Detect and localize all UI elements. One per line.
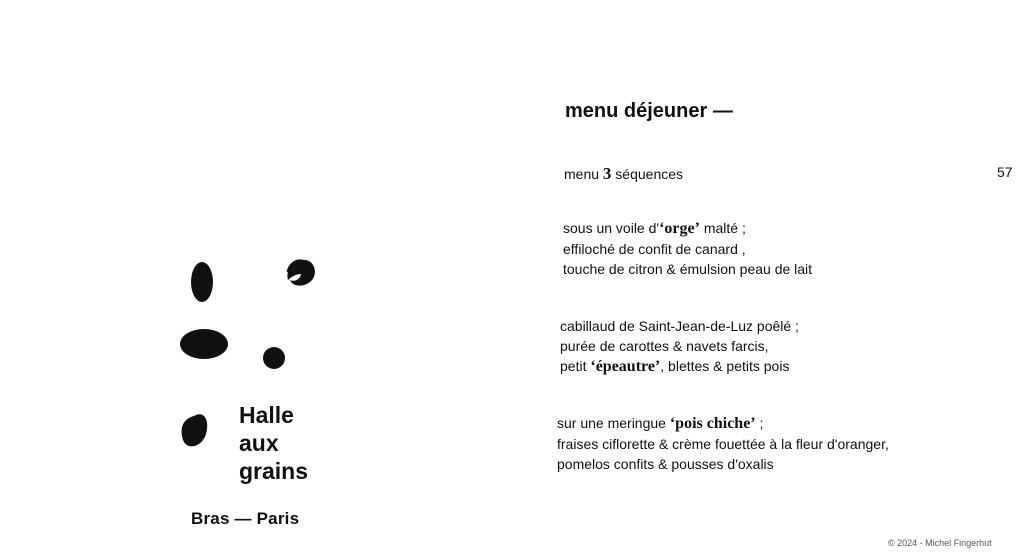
brand-subtitle: Bras — Paris (191, 509, 300, 528)
course-text: sur une meringue (557, 415, 670, 431)
course-line: effiloché de confit de canard , (563, 241, 746, 257)
highlight-ingredient: ‘orge’ (659, 220, 700, 237)
menu-price: 57 (997, 164, 1013, 180)
course-text: petit (560, 358, 591, 374)
sequence-prefix: menu (564, 166, 603, 182)
sequence-label (564, 164, 683, 184)
course-text: malté ; (699, 220, 746, 236)
brand-name (239, 401, 308, 485)
brand-name-line: grains (239, 458, 309, 484)
course-line: fraises ciflorette & crème fouettée à la fleur d'oranger, (557, 436, 889, 452)
course-starter (563, 218, 812, 279)
menu-title: menu déjeuner — (565, 100, 733, 122)
course-line: purée de carottes & navets farcis, (560, 338, 769, 354)
course-text: ; (755, 415, 764, 431)
copyright-notice: © 2024 - Michel Fingerhut (888, 538, 992, 548)
course-line: cabillaud de Saint-Jean-de-Luz poêlé ; (560, 318, 799, 334)
course-line (563, 218, 812, 239)
course-line (560, 356, 799, 377)
course-text: , blettes & petits pois (660, 358, 790, 374)
sequence-number: 3 (602, 164, 612, 183)
brand-name-line: aux (239, 430, 279, 456)
course-line: pomelos confits & pousses d'oxalis (557, 456, 774, 472)
course-line: touche de citron & émulsion peau de lait (563, 261, 813, 277)
course-dessert (557, 413, 889, 474)
highlight-ingredient: ‘pois chiche’ (669, 415, 756, 432)
highlight-ingredient: ‘épeautre’ (590, 358, 661, 375)
course-line (557, 413, 889, 434)
sequence-suffix: séquences (611, 166, 684, 182)
course-text: sous un voile d' (563, 220, 660, 236)
course-main (560, 316, 799, 377)
brand-name-line: Halle (239, 402, 294, 428)
